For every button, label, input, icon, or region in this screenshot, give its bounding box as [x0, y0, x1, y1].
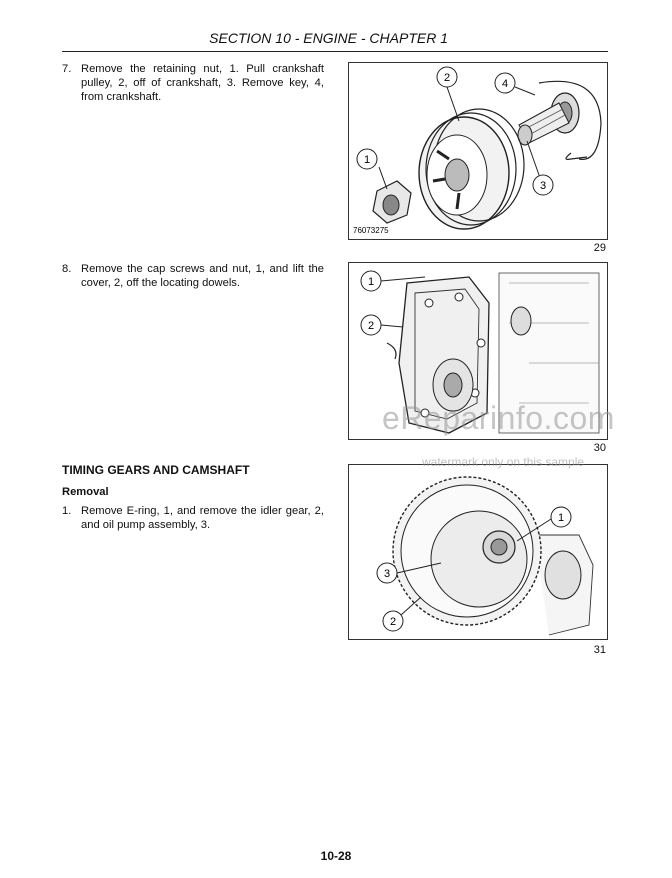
callout-1: 1 [557, 512, 565, 524]
callout-1: 1 [367, 276, 375, 288]
step-7 [62, 62, 324, 104]
callout-1: 1 [363, 154, 371, 166]
idler-gear-illustration [349, 465, 607, 639]
watermark-text: eReparinfo.com [382, 400, 615, 436]
page-number: 10-28 [320, 849, 352, 863]
figure-number: 29 [593, 242, 606, 254]
figure-number: 30 [593, 442, 606, 454]
step-number: 7. [62, 63, 72, 75]
callout-2: 2 [389, 616, 397, 628]
page-header: SECTION 10 - ENGINE - CHAPTER 1 [209, 30, 448, 46]
step-text: Remove the retaining nut, 1. Pull crankshaft pulley, 2, off of crankshaft, 3. Remove key, 4, from crankshaft. [81, 63, 324, 103]
step-text: Remove E-ring, 1, and remove the idler gear, 2, and oil pump assembly, 3. [81, 505, 324, 531]
figure-31 [348, 464, 608, 640]
callout-4: 4 [501, 78, 509, 90]
callout-2: 2 [367, 320, 375, 332]
step-text: Remove the cap screws and nut, 1, and lift the cover, 2, off the locating dowels. [81, 263, 324, 289]
figure-number: 31 [593, 644, 606, 656]
callout-2: 2 [443, 72, 451, 84]
callout-3: 3 [383, 568, 391, 580]
step-1 [62, 504, 324, 532]
pulley-illustration [349, 63, 607, 239]
header-rule [62, 51, 608, 52]
part-number: 76073275 [353, 226, 389, 235]
figure-29 [348, 62, 608, 240]
step-number: 8. [62, 263, 72, 275]
step-number: 1. [62, 505, 72, 517]
section-subheading: Removal [62, 486, 109, 498]
watermark-note: watermark only on this sample [422, 455, 585, 469]
step-8 [62, 262, 324, 290]
section-heading: TIMING GEARS AND CAMSHAFT [62, 463, 250, 477]
callout-3: 3 [539, 180, 547, 192]
